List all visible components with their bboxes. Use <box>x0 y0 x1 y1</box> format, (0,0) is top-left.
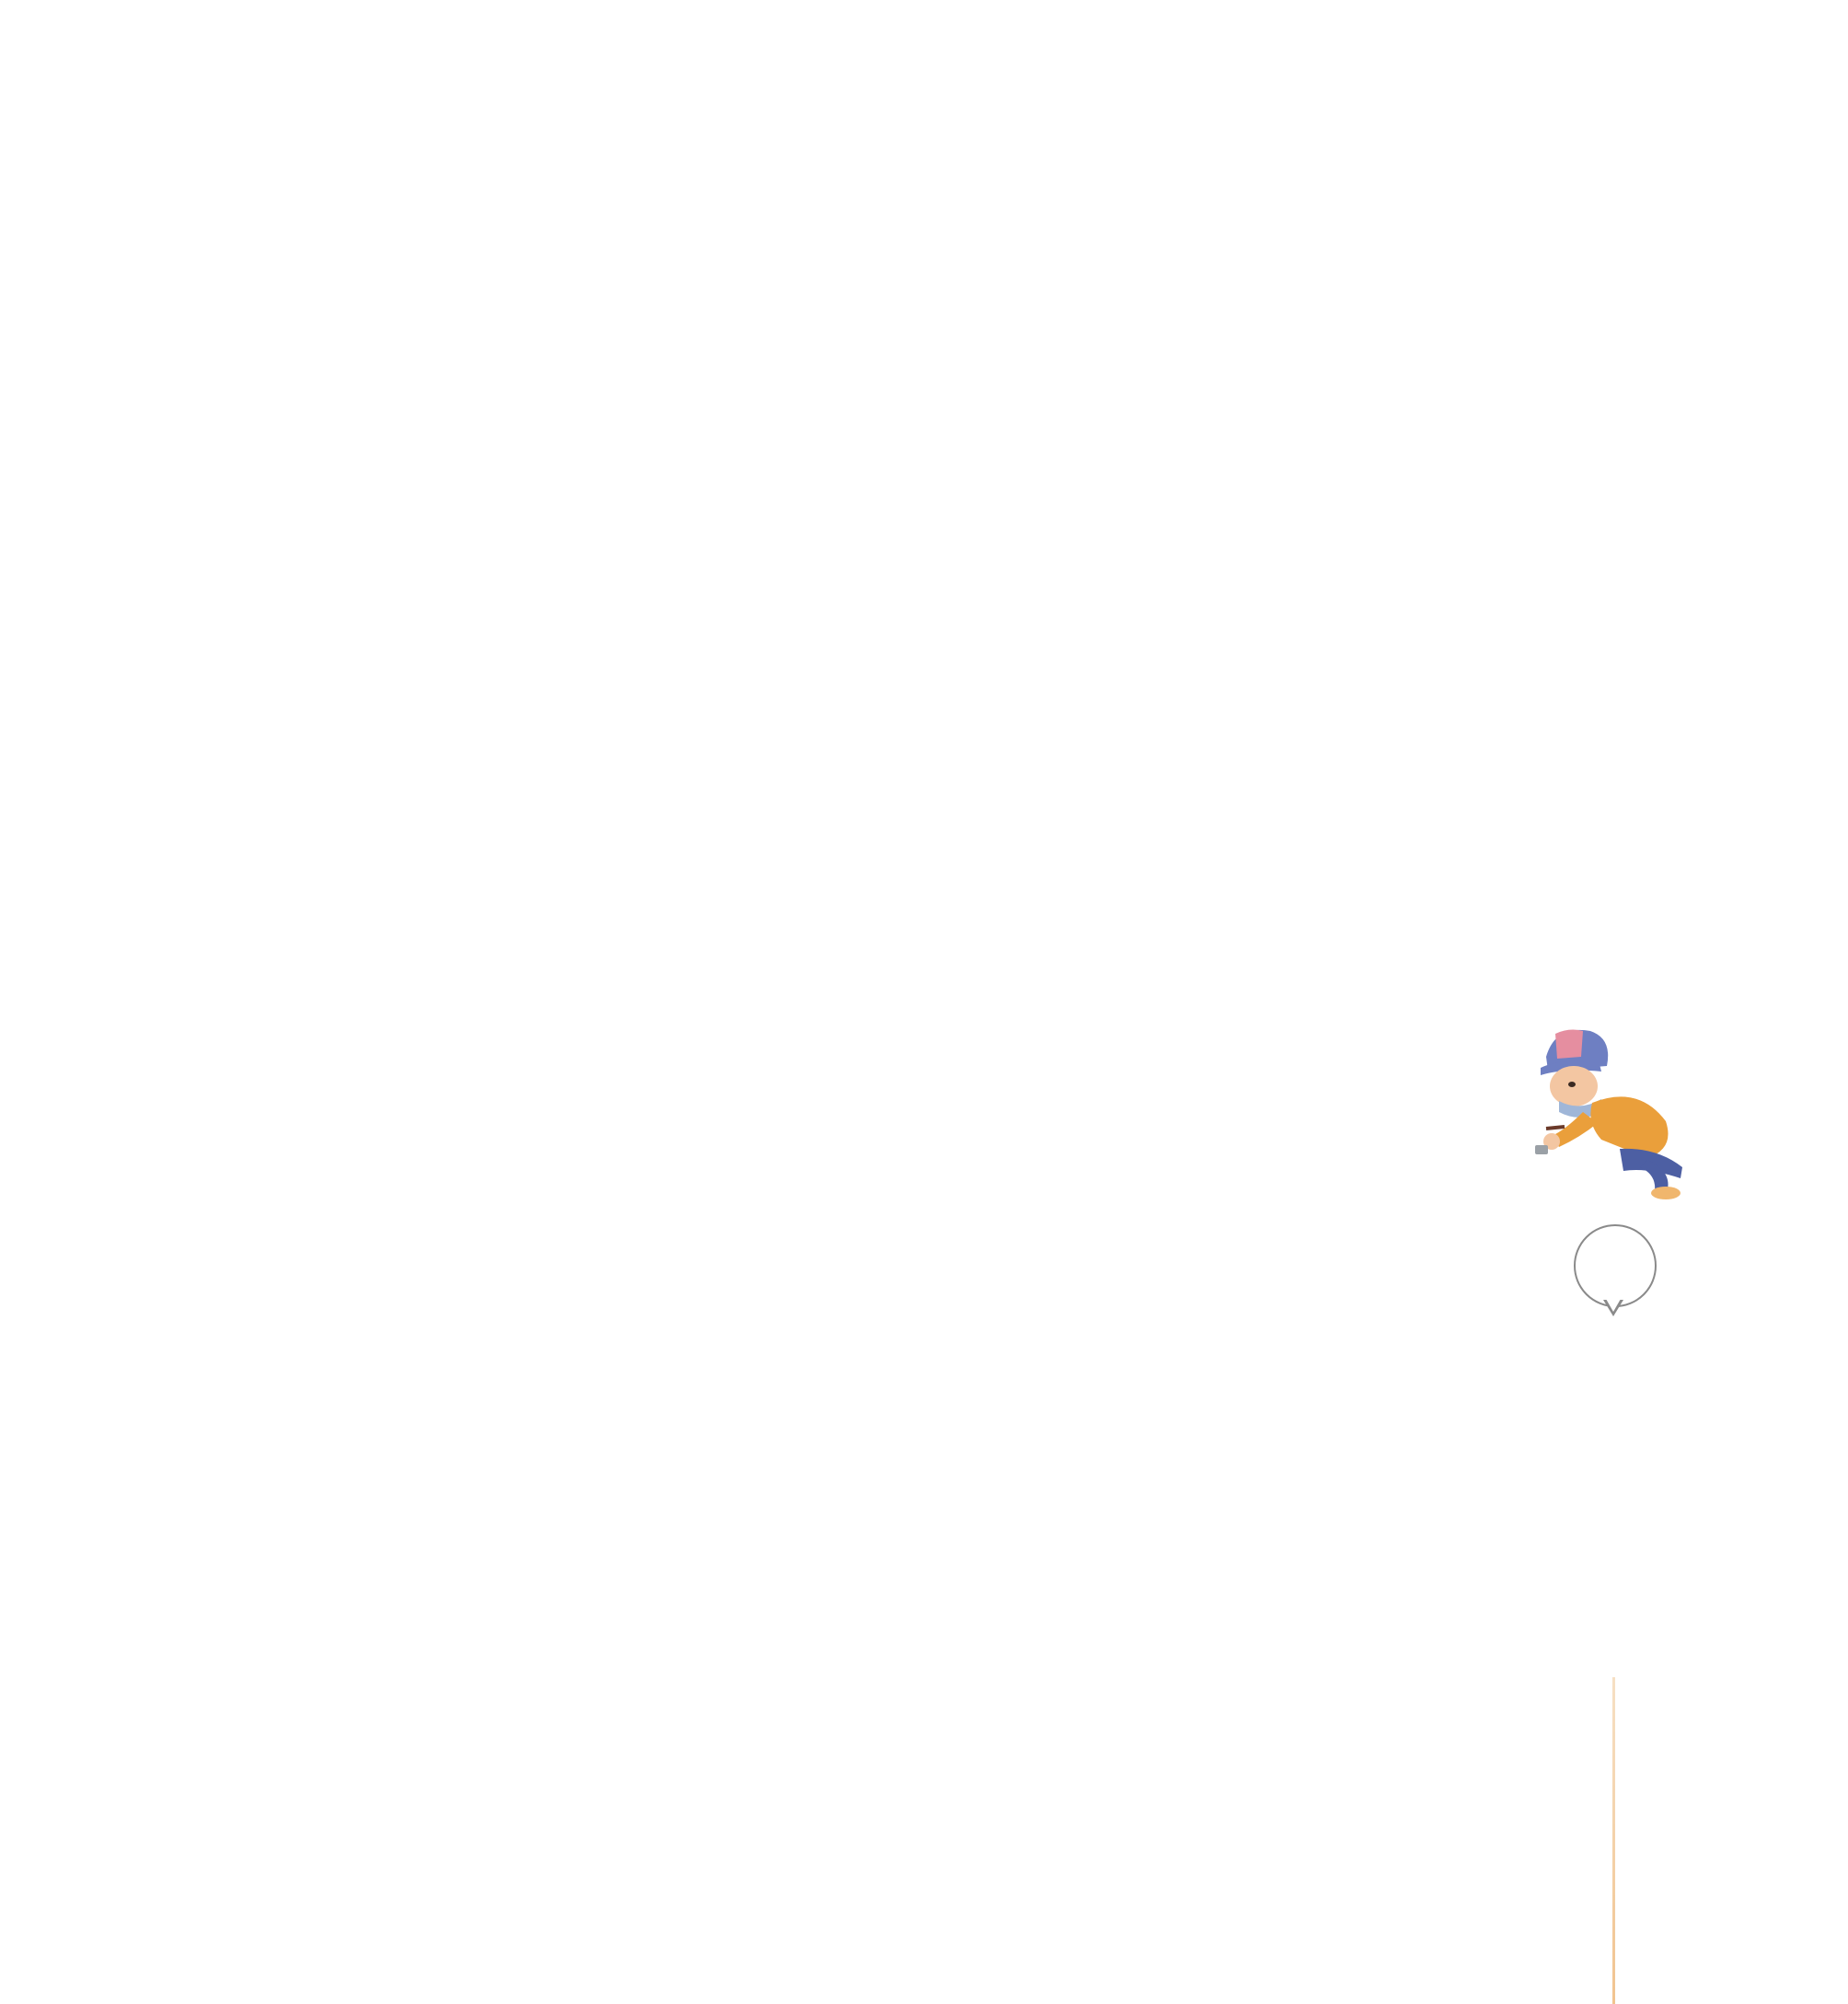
page-content <box>354 63 1486 221</box>
sidebar-rule <box>1612 1677 1615 2004</box>
page-number-badge <box>1574 1224 1657 1307</box>
boy-illustration <box>1528 1020 1693 1200</box>
